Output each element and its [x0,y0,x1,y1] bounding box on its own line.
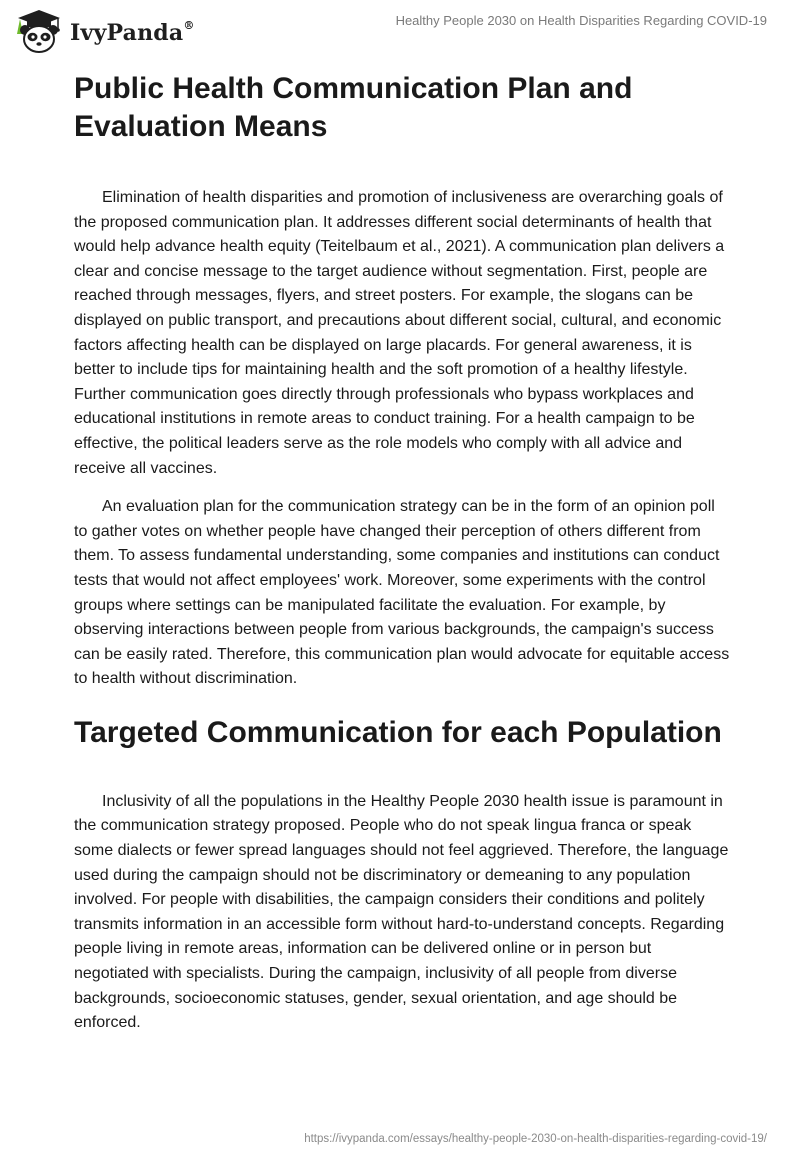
source-url[interactable]: https://ivypanda.com/essays/healthy-people-2030-on-health-disparities-regarding-covid-19/ [304,1133,767,1145]
paragraph: An evaluation plan for the communication strategy can be in the form of an opinion poll to gather votes on whether people have changed their perception of others different from them. To assess fundamental understanding, some companies and institutions can conduct tests that would not affect employees' work. Moreover, some experiments with the control groups where settings can be manipulated facilitate the evaluation. For example, by observing interactions between people from various backgrounds, the campaign's success can be easily rated. Therefore, this communication plan would advocate for equitable access to health without discrimination. [74,498,730,688]
paragraph: Elimination of health disparities and promotion of inclusiveness are overarching goals of the proposed communication plan. It addresses different social determinants of health that would help advance health equity (Teitelbaum et al., 2021). A communication plan delivers a clear and concise message to the target audience without segmentation. First, people are reached through messages, flyers, and street posters. For example, the slogans can be displayed on public transport, and precautions about different social, cultural, and economic factors affecting health can be displayed on large placards. For general awareness, it is better to include tips for maintaining health and the soft promotion of a healthy lifestyle. Further communication goes directly through professionals who bypass workplaces and educational institutions in remote areas to conduct training. For a health campaign to be effective, the political leaders serve as the role models who comply with all advice and receive all vaccines. [74,189,725,477]
essay-content [74,70,730,1050]
paragraph: Inclusivity of all the populations in the Healthy People 2030 health issue is paramount in the communication strategy proposed. People who do not speak lingua franca or speak some dialects or fewer spread languages should not feel aggrieved. Therefore, the language used during the campaign should not be discriminatory or demeaning to any population involved. For people with disabilities, the campaign considers their conditions and politely transmits information in an accessible form without hard-to-understand concepts. Regarding people living in remote areas, information can be delivered online or in person but negotiated with specialists. During the campaign, inclusivity of all people from diverse backgrounds, socioeconomic statuses, gender, sexual orientation, and age should be enforced. [74,792,729,1032]
brand-logo[interactable] [14,8,195,54]
registered-mark: ® [183,18,195,32]
section-heading-targeted-communication: Targeted Communication for each Population [74,715,722,749]
panda-graduate-icon [14,8,64,54]
page-header [0,0,800,60]
section-heading-communication-plan: Public Health Communication Plan and Evaluation Means [74,72,633,143]
running-title: Healthy People 2030 on Health Disparities Regarding COVID-19 [395,13,767,28]
brand-name: IvyPanda® [70,18,195,46]
